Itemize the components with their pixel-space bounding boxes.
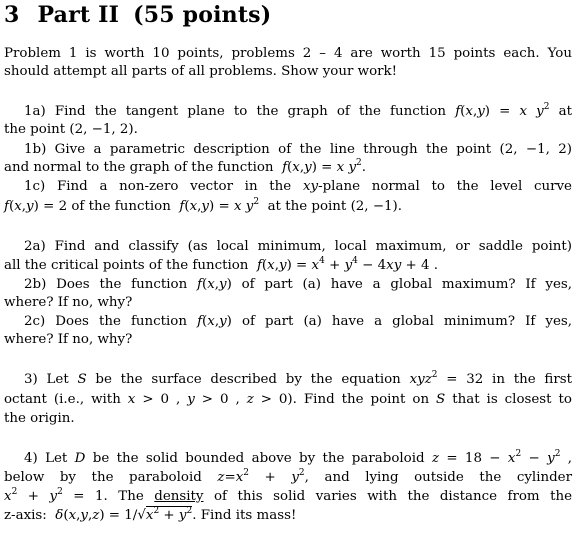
problem-4-line-4: z-axis: $\delta(x,y,z) = 1/√x^2 + y^2$. Find its mass!: [4, 506, 297, 523]
problem-1a-line-1: 1a) Find the tangent plane to the graph of the function f(x,y) = x $y^2$ at: [24, 102, 572, 119]
problem-2a-line-2: all the critical points of the function $f(x,y) = x^4 + y^4 - 4xy + 4$ .: [4, 256, 439, 273]
problem-1c-line-1: 1c) Find a non-zero vector in the xy-plane normal to the level curve: [24, 179, 572, 194]
problem-4-line-2: below by the paraboloid $z=x^2 + y^2$, and lying outside the cylinder: [4, 468, 572, 485]
problem-2b-line-2: where? If no, why?: [4, 295, 133, 310]
problem-2b-line-1: 2b) Does the function f(x,y) of part (a) have a global maximum? If yes,: [24, 277, 572, 292]
problem-1c-line-2: f(x,y) = 2 of the function f(x,y) = x $y^2$ at the point (2, −1).: [4, 197, 403, 214]
problem-4-line-3: $x^2 + y^2 = 1$. The density of this solid varies with the distance from the: [4, 487, 573, 504]
section-heading: [4, 2, 271, 28]
problem-2c-line-1: 2c) Does the function f(x,y) of part (a) have a global minimum? If yes,: [24, 314, 572, 329]
section-number: 3: [4, 2, 20, 28]
problem-3-line-2: octant (i.e., with x > 0 , y > 0 , z > 0). Find the point on S that is closest to: [4, 392, 572, 407]
section-title: Part II: [37, 2, 120, 28]
intro-line-2: should attempt all parts of all problems. Show your work!: [4, 64, 398, 79]
p1a-text: 1a) Find the tangent plane to the graph of the function: [24, 104, 447, 119]
problem-4-line-1: 4) Let D be the solid bounded above by the paraboloid $z = 18 - x^2 - y^2$ ,: [24, 449, 573, 466]
problem-2c-line-2: where? If no, why?: [4, 332, 133, 347]
section-points: (55 points): [133, 2, 272, 28]
problem-1b-line-1: 1b) Give a parametric description of the line through the point (2, −1, 2): [24, 142, 572, 157]
intro-line-1: Problem 1 is worth 10 points, problems 2 – 4 are worth 15 points each. You: [4, 46, 572, 61]
p1a-math: f(x,y) = x $y^2$: [455, 102, 550, 119]
problem-1a-line-2: the point (2, −1, 2).: [4, 122, 138, 137]
problem-3-line-1: 3) Let S be the surface described by the equation xyz$^2$ = 32 in the first: [24, 370, 572, 387]
problem-3-line-3: the origin.: [4, 411, 75, 426]
problem-1b-line-2: and normal to the graph of the function f(x,y) = x $y^2$.: [4, 158, 367, 175]
problem-2a-line-1: 2a) Find and classify (as local minimum, local maximum, or saddle point): [24, 239, 572, 254]
